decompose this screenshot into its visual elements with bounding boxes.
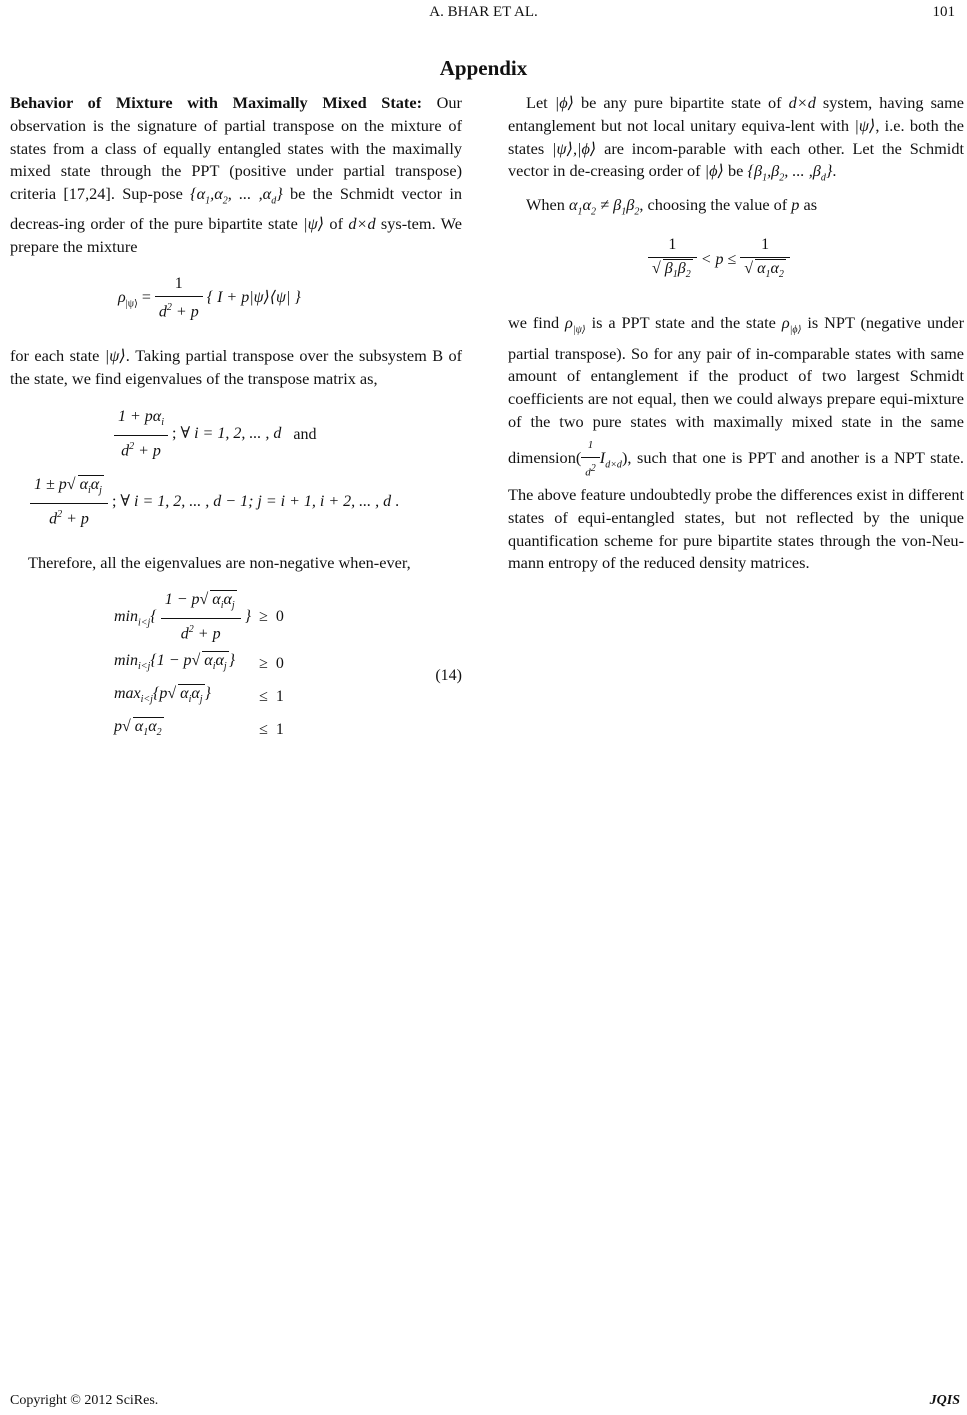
page-number: 101	[932, 4, 955, 20]
right-column	[508, 92, 964, 575]
journal-name: JQIS	[929, 1393, 960, 1408]
page-footer	[10, 1393, 960, 1409]
dim-d-times-d: d×d	[348, 214, 376, 234]
copyright: Copyright © 2012 SciRes.	[10, 1393, 159, 1408]
equation-eigenvalue-1: $\frac{1 + p\alpha_i}{d^2 + p}$ ; ∀ i = 1, 2, ... , d and	[114, 406, 462, 460]
paragraph-ppt-npt: we find $\rho_{|\psi⟩}$ is a PPT state and the state $\rho_{|\phi⟩}$ is NPT (negative under partial transpose). So for any pair of in-comparable states with same amount of entanglement if the product of two largest Schmidt coefficients are not equal, then we could always prepare equi-mixture of the two pure states with maximally mixed state in the same dimension( $\frac{1}{d^2}$ $I_{d\times d}$), such that one is PPT and another is a NPT state. The above feature undoubtedly probe the differences exist in different states of equi-entangled states, but not reflected by the unique quantification scheme for pure bipartite states through the von-Neu-mann entropy of the reduced density matrices.	[508, 313, 965, 573]
condition-row-2: $\min_{i<j}\{1 - p√$ $\alpha_i\alpha_j$ } ≥ 0	[110, 648, 288, 681]
paragraph-nonnegative: Therefore, all the eigenvalues are non-negative when-ever,	[28, 553, 411, 573]
paragraph-transpose: for each state |ψ⟩. Taking partial transpose over the subsystem B of the state, we find eigenvalues of the transpose matrix as,	[10, 345, 463, 388]
condition-row-3: $\max_{i<j}\{p√$ $\alpha_i\alpha_j$ } ≤ 1	[110, 681, 288, 714]
paragraph-when: When $\alpha_1\alpha_2 \ne \beta_1\beta_2$, choosing the value of p as	[526, 195, 818, 218]
running-head: A. BHAR ET AL.	[429, 4, 538, 20]
equation-number: (14)	[435, 667, 462, 685]
schmidt-vector-alpha: {$\alpha_1,\alpha_2$, ... $,\alpha_d$}	[190, 184, 283, 207]
condition-row-4: p√ $\alpha_1\alpha_2$ ≤ 1	[110, 714, 288, 747]
equation-eigenvalue-2: $\frac{1 \pm p√ \alpha_i\alpha_j}{d^2 + p}$ ; ∀ i = 1, 2, ... , d − 1; j = i + 1, i + 2, ... , d .	[30, 474, 462, 532]
paragraph-intro: Behavior of Mixture with Maximally Mixed State: Our observation is the signature of partial transpose on the mixture of states from a class of equally entangled states with the maximally mixed state through the PPT (positive under partial transpose) criteria [17,24]. Sup-pose {$\alpha_1,\alpha_2$, ... $,\alpha_d$} be the Schmidt vector in decreas-ing order of the pure bipartite state |ψ⟩ of d×d sys-tem. We prepare the mixture	[10, 93, 462, 257]
paragraph-phi-state: Let |ϕ⟩ be any pure bipartite state of d×d system, having same entanglement but not local unitary equiva-lent with |ψ⟩, i.e. both the states |ψ⟩,|ϕ⟩ are incom-parable with each other. Let the Schmidt vector in de-creasing order of |ϕ⟩ be {$\beta_1,\beta_2$, ... $,\beta_d$}.	[508, 93, 965, 184]
section-title: Appendix	[439, 56, 528, 80]
ket-phi: |ϕ⟩	[554, 93, 574, 112]
equation-p-range: 1 √ $\beta_1\beta_2$ < p ≤ 1 √ $\alpha_1\alpha_2$	[648, 234, 964, 296]
lead-heading: Behavior of Mixture with Maximally Mixed State:	[10, 93, 422, 112]
left-column	[10, 92, 462, 787]
condition-row-1: $\min_{i<j}${ $\frac{1 - p√ \alpha_i\alpha_j}{d^2 + p}$ } ≥ 0	[110, 587, 288, 648]
equation-conditions	[10, 587, 462, 787]
schmidt-vector-beta: {$\beta_1,\beta_2$, ... $,\beta_d$}	[747, 161, 833, 184]
page-header	[0, 4, 967, 24]
ket-psi: |ψ⟩	[303, 214, 325, 234]
equation-mixture: $\rho_{|\psi⟩}$ = $\frac{1}{d^2 + p}$ { I + p|ψ⟩⟨ψ| }	[118, 273, 462, 331]
